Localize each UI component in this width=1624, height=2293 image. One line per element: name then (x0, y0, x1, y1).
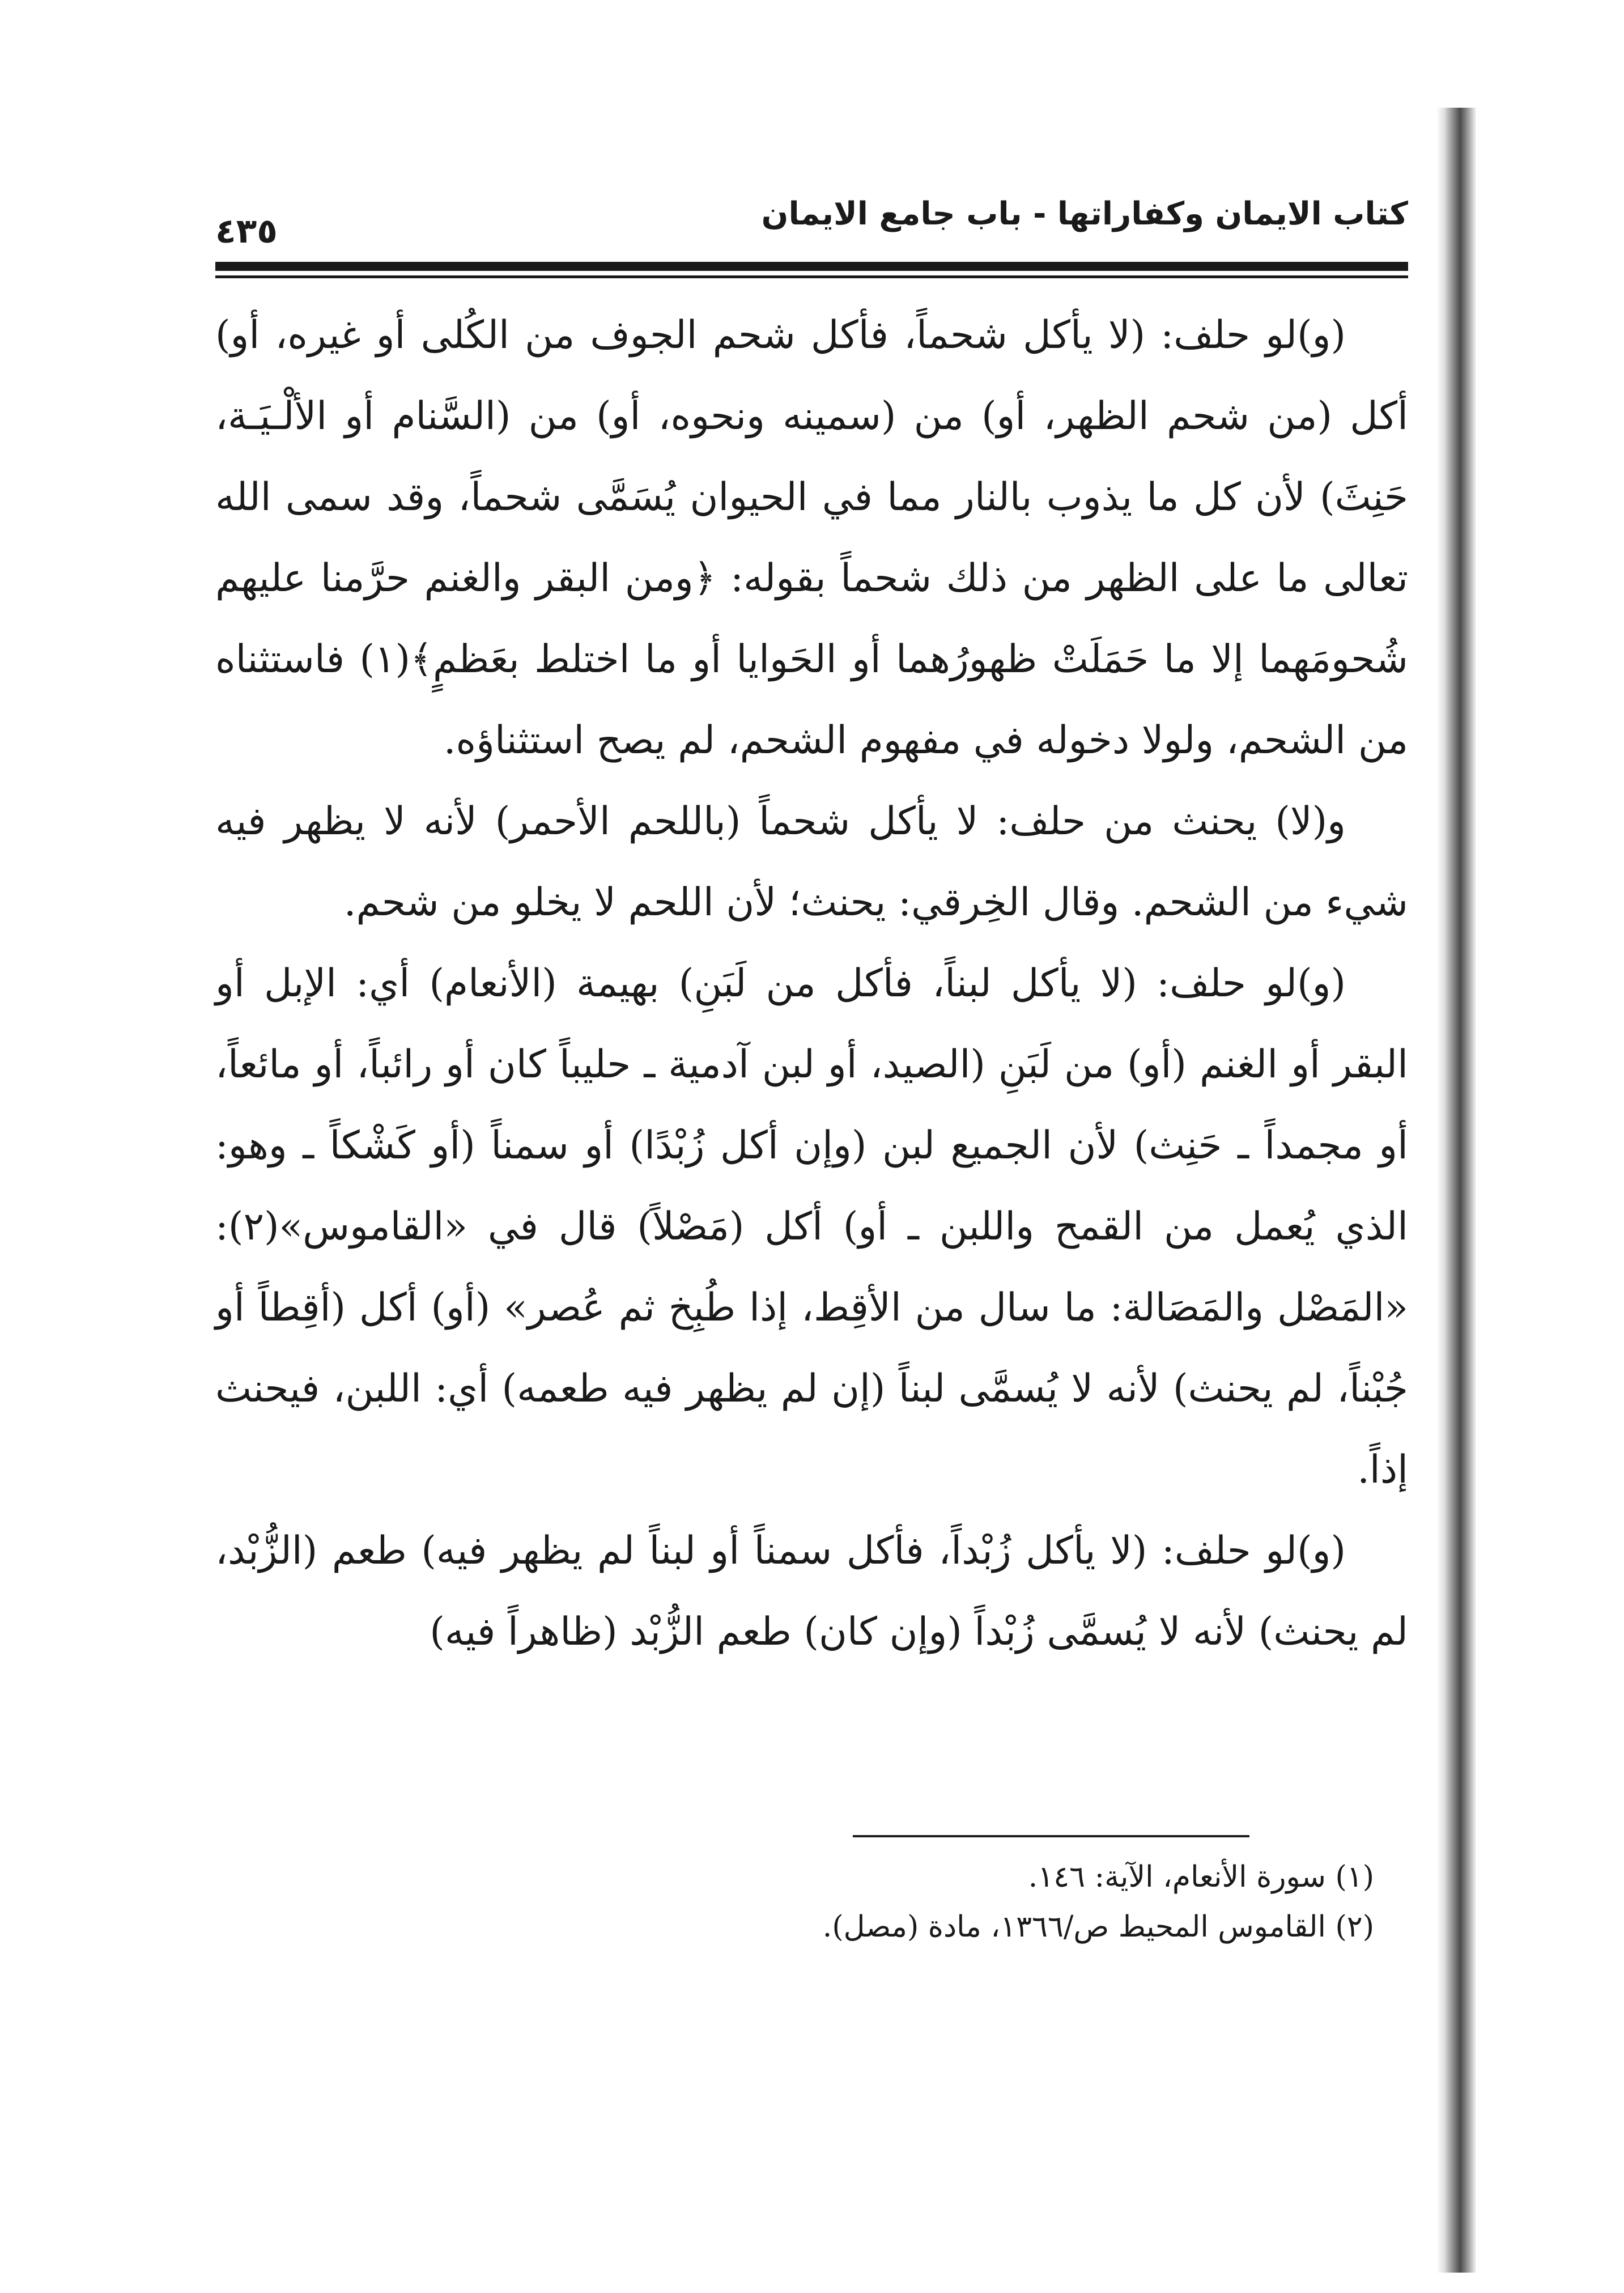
paragraph: و(لا) يحنث من حلف: لا يأكل شحماً (باللحم الأحمر) لأنه لا يظهر فيه شيء من الشحم. وقال الخِرقي: يحنث؛ لأن اللحم لا يخلو من شحم. (215, 799, 1408, 925)
header-rule-thick (215, 262, 1408, 271)
paragraph: (و)لو حلف: (لا يأكل لبناً، فأكل من لَبَنِ) بهيمة (الأنعام) أي: الإبل أو البقر أو الغنم (أو) من لَبَنِ (الصيد، أو لبن آدمية ـ حليباً كان أو رائباً، أو مائعاً، أو مجمداً ـ حَنِث) لأن الجميع لبن (وإن أكل زُبْدًا) أو سمناً (أو كَشْكاً ـ وهو: الذي يُعمل من القمح واللبن ـ أو) أكل (مَصْلاً) قال في «القاموس»(٢): «المَصْل والمَصَالة: ما سال من الأقِط، إذا طُبِخ ثم عُصر» (أو) أكل (أقِطاً أو جُبْناً، لم يحنث) لأنه لا يُسمَّى لبناً (إن لم يظهر فيه طعمه) أي: اللبن، فيحنث إذاً. (215, 961, 1409, 1492)
running-header (215, 196, 1408, 258)
page-number: ٤٣٥ (215, 211, 278, 251)
main-text (215, 295, 1408, 1672)
footnotes (215, 1852, 1408, 1952)
paragraph: (و)لو حلف: (لا يأكل شحماً، فأكل شحم الجوف من الكُلى أو غيره، أو) أكل (من شحم الظهر، أو) من (سمينه ونحوه، أو) من (السَّنام أو الألْـيَـة، حَنِثَ) لأن كل ما يذوب بالنار مما في الحيوان يُسَمَّى شحماً، وقد سمى الله تعالى ما على الظهر من ذلك شحماً بقوله: ﴿ومن البقر والغنم حرَّمنا عليهم شُحومَهما إلا ما حَمَلَتْ ظهورُهما أو الحَوايا أو ما اختلط بعَظمٍ﴾(١) فاستثناه من الشحم، ولولا دخوله في مفهوم الشحم، لم يصح استثناؤه. (215, 313, 1408, 763)
book-spine-shadow (1436, 108, 1476, 2273)
header-rule-thin (215, 275, 1408, 278)
chapter-title: كتاب الايمان وكفاراتها - باب جامع الايمان (761, 196, 1408, 232)
footnote: (١) سورة الأنعام، الآية: ١٤٦. (1028, 1860, 1374, 1894)
footnote-separator (853, 1835, 1249, 1837)
paragraph: (و)لو حلف: (لا يأكل زُبْداً، فأكل سمناً أو لبناً لم يظهر فيه) طعم (الزُّبْد، لم يحنث) لأنه لا يُسمَّى زُبْداً (وإن كان) طعم الزُّبْد (ظاهراً فيه) (215, 1528, 1408, 1654)
footnote: (٢) القاموس المحيط ص/١٣٦٦، مادة (مصل). (822, 1910, 1374, 1944)
